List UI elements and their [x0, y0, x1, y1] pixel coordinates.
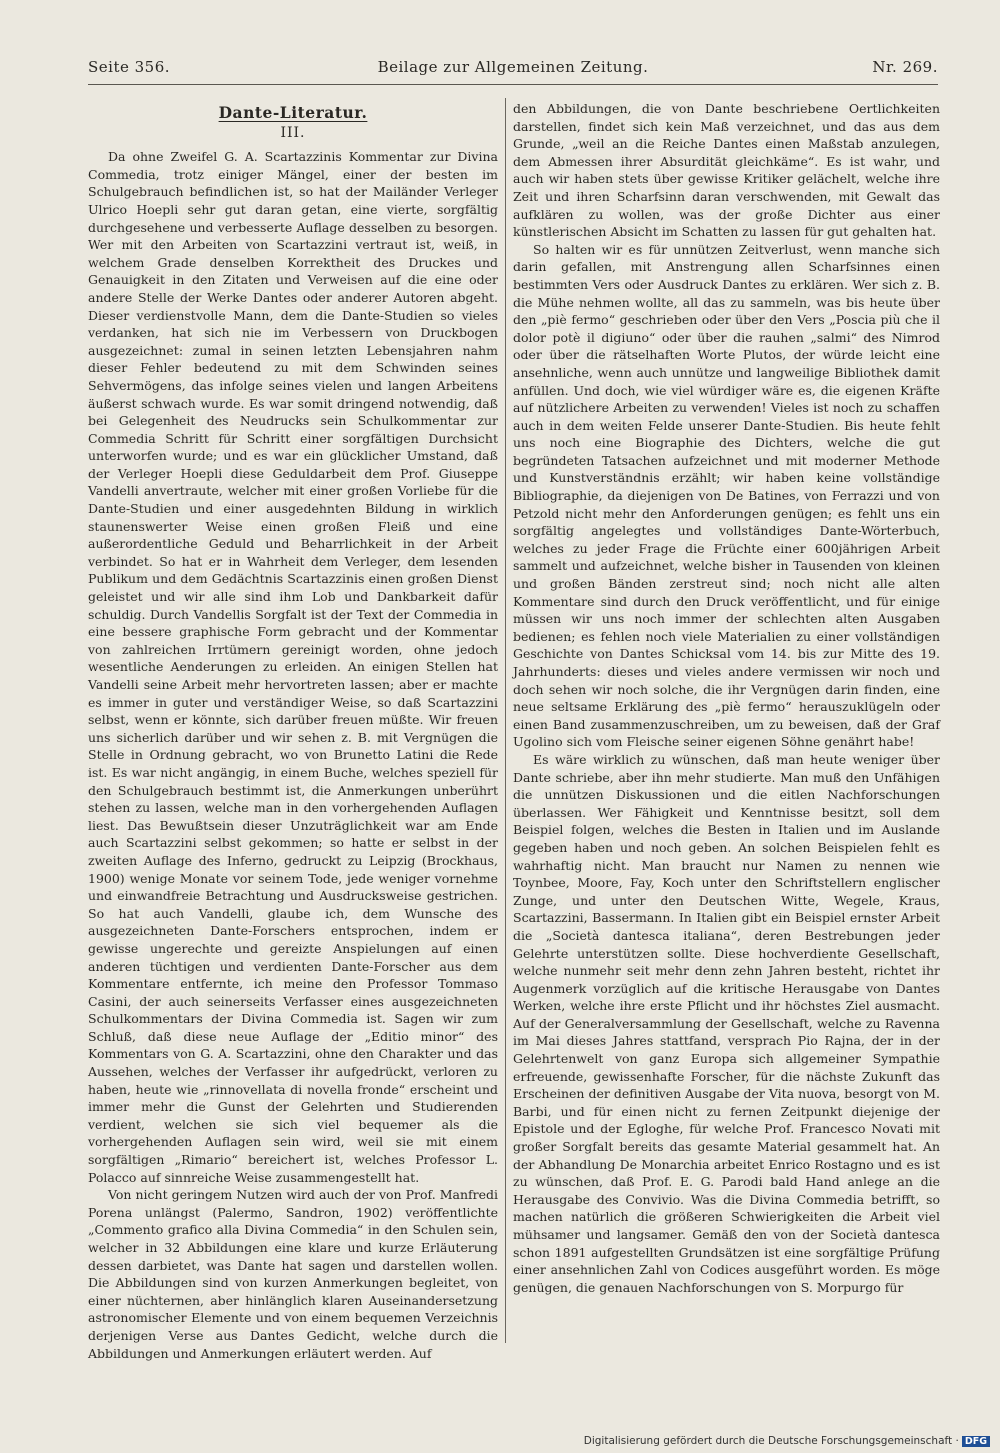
left-column — [88, 104, 498, 1362]
page-header — [88, 58, 938, 86]
header-rule — [88, 84, 938, 85]
article-title: Dante-Literatur. — [218, 103, 368, 122]
article-section: III. — [280, 124, 306, 141]
paragraph-2: Von nicht geringem Nutzen wird auch der von Prof. Manfredi Porena unlängst (Palermo, Sandron, 1902) veröffentlichte „Commento grafico alla Divina Commedia“ in den Schulen sein, welcher in 32 Abbildungen eine klare und kurze Erläuterung dessen darbietet, was Dante hat sagen und darstellen wollen. Die Abbildungen sind von kurzen Anmerkungen begleitet, von einer nüchternen, aber hinlänglich klaren Auseinandersetzung astronomischer Elemente und von einem bequemen Verzeichnis derjenigen Verse aus Dantes Gedicht, welche durch die Abbildungen und Anmerkungen erläutert werden. Auf — [88, 1187, 498, 1361]
digitization-credit — [584, 1435, 990, 1447]
dfg-logo: DFG — [962, 1436, 990, 1447]
publication-title: Beilage zur Allgemeinen Zeitung. — [377, 58, 649, 76]
column-divider — [505, 98, 506, 1343]
paragraph-5: Es wäre wirklich zu wünschen, daß man heute weniger über Dante schriebe, aber ihn mehr studierte. Man muß den Unfähigen die unnützen Diskussionen und die eitlen Nachforschungen überlassen. Wer Fähigkeit und Kenntnisse besitzt, soll dem Beispiel folgen, welches die Besten in Italien und im Auslande gegeben haben und noch geben. An solchen Beispielen fehlt es wahrhaftig nicht. Man braucht nur Namen zu nennen wie Toynbee, Moore, Fay, Koch unter den Schriftstellern englischer Zunge, und unter den Deutschen Witte, Wegele, Kraus, Scartazzini, Bassermann. In Italien gibt ein Beispiel ernster Arbeit die „Società dantesca italiana“, deren Bestrebungen jeder Gelehrte unterstützen sollte. Diese hochverdiente Gesellschaft, welche nunmehr seit mehr denn zehn Jahren besteht, richtet ihr Augenmerk vorzüglich auf die kritische Herausgabe von Dantes Werken, welche ihre erste Pflicht und ihr höchstes Ziel ausmacht. Auf der Generalversammlung der Gesellschaft, welche zu Ravenna im Mai dieses Jahres stattfand, versprach Pio Rajna, der in der Gelehrtenwelt von ganz Europa sich allgemeiner Sympathie erfreuende, gewissenhafte Forscher, für die nächste Zukunft das Erscheinen der definitiven Ausgabe der Vita nuova, besorgt von M. Barbi, und für einen nicht zu fernen Zeitpunkt diejenige der Epistole und der Egloghe, für welche Prof. Francesco Novati mit großer Sorgfalt bereits das gesamte Material gesammelt hat. An der Abhandlung De Monarchia arbeitet Enrico Rostagno und es ist zu wünschen, daß Prof. E. G. Parodi bald Hand anlege an die Herausgabe des Convivio. Was die Divina Commedia betrifft, so machen natürlich die größeren Schwierigkeiten die Arbeit viel mühsamer und langsamer. Gemäß den von der Società dantesca schon 1891 aufgestellten Grundsätzen ist eine sorgfältige Prüfung einer ansehnlichen Zahl von Codices ausgeführt worden. Es möge genügen, die genauen Nachforschungen von S. Morpurgo für — [513, 751, 940, 1295]
paragraph-3: den Abbildungen, die von Dante beschriebene Oertlichkeiten darstellen, findet sich kein Maß verzeichnet, und das aus dem Grunde, „weil an die Reiche Dantes einen Maßstab anzulegen, dem Abmessen ihrer Absurdität gleichkäme“. Es ist wahr, und auch wir haben stets über gewisse Kritiker gelächelt, welche ihre Zeit und ihren Scharfsinn daran verschwenden, mit Gewalt das aufklären zu wollen, was der große Dichter aus einer künstlerischen Absicht im Schatten zu lassen für gut gehalten hat. — [513, 101, 940, 240]
issue-number: Nr. 269. — [872, 58, 938, 76]
right-column — [513, 100, 940, 1296]
credit-text: Digitalisierung gefördert durch die Deutsche Forschungsgemeinschaft · — [583, 1435, 959, 1447]
paragraph-1: Da ohne Zweifel G. A. Scartazzinis Kommentar zur Divina Commedia, trotz einiger Mängel, einer der besten im Schulgebrauch befindlichen ist, so hat der Mailänder Verleger Ulrico Hoepli sehr gut daran getan, eine vierte, sorgfältig durchgesehene und verbesserte Auflage desselben zu besorgen. Wer mit den Arbeiten von Scartazzini vertraut ist, weiß, in welchem Grade denselben Korrektheit des Druckes und Genauigkeit in den Zitaten und Verweisen auf die eine oder andere Stelle der Werke Dantes oder anderer Autoren abgeht. Dieser verdienstvolle Mann, dem die Dante-Studien so vieles verdanken, hat sich nie im Verbessern von Druckbogen ausgezeichnet: zumal in seinen letzten Lebensjahren nahm dieser Fehler bedeutend zu mit dem Schwinden seines Sehvermögens, das infolge seines vielen und langen Arbeitens äußerst schwach wurde. Es war somit dringend notwendig, daß bei Gelegenheit des Neudrucks sein Schulkommentar zur Commedia Schritt für Schritt einer sorgfältigen Durchsicht unterworfen wurde; und es war ein glücklicher Umstand, daß der Verleger Hoepli diese Geduldarbeit dem Prof. Giuseppe Vandelli anvertraute, welcher mit einer großen Vorliebe für die Dante-Studien und einer ausgedehnten Bildung in wirklich staunenswerter Weise einen großen Fleiß und eine außerordentliche Geduld und Beharrlichkeit in der Arbeit verbindet. So hat er in Wahrheit dem Verleger, dem lesenden Publikum und dem Gedächtnis Scartazzinis einen großen Dienst geleistet und wir alle sind ihm Lob und Dankbarkeit dafür schuldig. Durch Vandellis Sorgfalt ist der Text der Commedia in eine bessere graphische Form gebracht und der Kommentar von zahlreichen Irrtümern gereinigt worden, ohne jedoch wesentliche Aenderungen zu erleiden. An einigen Stellen hat Vandelli seine Arbeit mehr hervortreten lassen; aber er machte es immer in guter und verständiger Weise, so daß Scartazzini selbst, wenn er könnte, sich darüber freuen müßte. Wir freuen uns sicherlich darüber und wir sehen z. B. mit Vergnügen die Stelle in Ordnung gebracht, wo von Brunetto Latini die Rede ist. Es war nicht angängig, in einem Buche, welches speziell für den Schulgebrauch bestimmt ist, die Anmerkungen unberührt stehen zu lassen, welche man in den vorhergehenden Auflagen liest. Das Bewußtsein dieser Unzuträglichkeit war am Ende auch Scartazzini selbst gekommen; so hatte er selbst in der zweiten Auflage des Inferno, gedruckt zu Leipzig (Brockhaus, 1900) wenige Monate vor seinem Tode, jede weniger vornehme und einwandfreie Betrachtung und Ausdrucksweise gestrichen. So hat auch Vandelli, glaube ich, dem Wunsche des ausgezeichneten Dante-Forschers entsprochen, indem er gewisse ungerechte und gereizte Anspielungen auf einen anderen tüchtigen und verdienten Dante-Forscher aus dem Kommentare entfernte, ich meine den Professor Tommaso Casini, der auch seinerseits Verfasser eines ausgezeichneten Schulkommentars der Divina Commedia ist. Sagen wir zum Schluß, daß diese neue Auflage der „Editio minor“ des Kommentars von G. A. Scartazzini, ohne den Charakter und das Aussehen, welches der Verfasser ihr aufgedrückt, verloren zu haben, heute wie „rinnovellata di novella fronde“ erscheint und immer mehr die Gunst der Gelehrten und Studierenden verdient, welchen sie sich viel bequemer als die vorhergehenden Auflagen sein wird, weil sie mit einem sorgfältigen „Rimario“ bereichert ist, welches Professor L. Polacco auf sinnreiche Weise zusammengestellt hat. — [88, 149, 498, 1185]
paragraph-4: So halten wir es für unnützen Zeitverlust, wenn manche sich darin gefallen, mit Anstrengung allen Scharfsinnes einen bestimmten Vers oder Ausdruck Dantes zu erklären. Wer sich z. B. die Mühe nehmen wollte, all das zu sammeln, was bis heute über den „piè fermo“ geschrieben oder über den Vers „Poscia più che il dolor potè il digiuno“ oder über die rauhen „salmi“ des Nimrod oder über die rätselhaften Worte Plutos, der würde leicht eine ansehnliche, wenn auch unnütze und langweilige Bibliothek damit anfüllen. Und doch, wie viel würdiger wäre es, die eigenen Kräfte auf nützlichere Arbeiten zu verwenden! Vieles ist noch zu schaffen auch in dem weiten Felde unserer Dante-Studien. Bis heute fehlt uns noch eine Biographie des Dichters, welche die gut begründeten Tatsachen aufzeichnet und mit moderner Methode und Kunstverständnis erzählt; wir haben keine vollständige Bibliographie, da diejenigen von De Batines, von Ferrazzi und von Petzold nicht mehr den Anforderungen genügen; es fehlt uns ein sorgfältig angelegtes und vollständiges Dante-Wörterbuch, welches zu jeder Frage die Früchte einer 600jährigen Arbeit sammelt und aufzeichnet, welche bisher in Tausenden von kleinen und großen Bänden zerstreut sind; noch nicht alle alten Kommentare sind durch den Druck veröffentlicht, und für einige müssen wir uns noch immer der schlechten alten Ausgaben bedienen; es fehlen noch viele Materialien zu einer vollständigen Geschichte von Dantes Schicksal vom 14. bis zur Mitte des 19. Jahrhunderts: dieses und vieles andere vermissen wir noch und doch sehen wir noch solche, die ihr Vergnügen darin finden, eine neue seltsame Erklärung des „piè fermo“ herauszuklügeln oder einen Band zusammenzuschreiben, um zu beweisen, daß der Graf Ugolino sich vom Fleische seiner eigenen Söhne genährt habe! — [513, 241, 940, 750]
page-number: Seite 356. — [88, 58, 171, 76]
